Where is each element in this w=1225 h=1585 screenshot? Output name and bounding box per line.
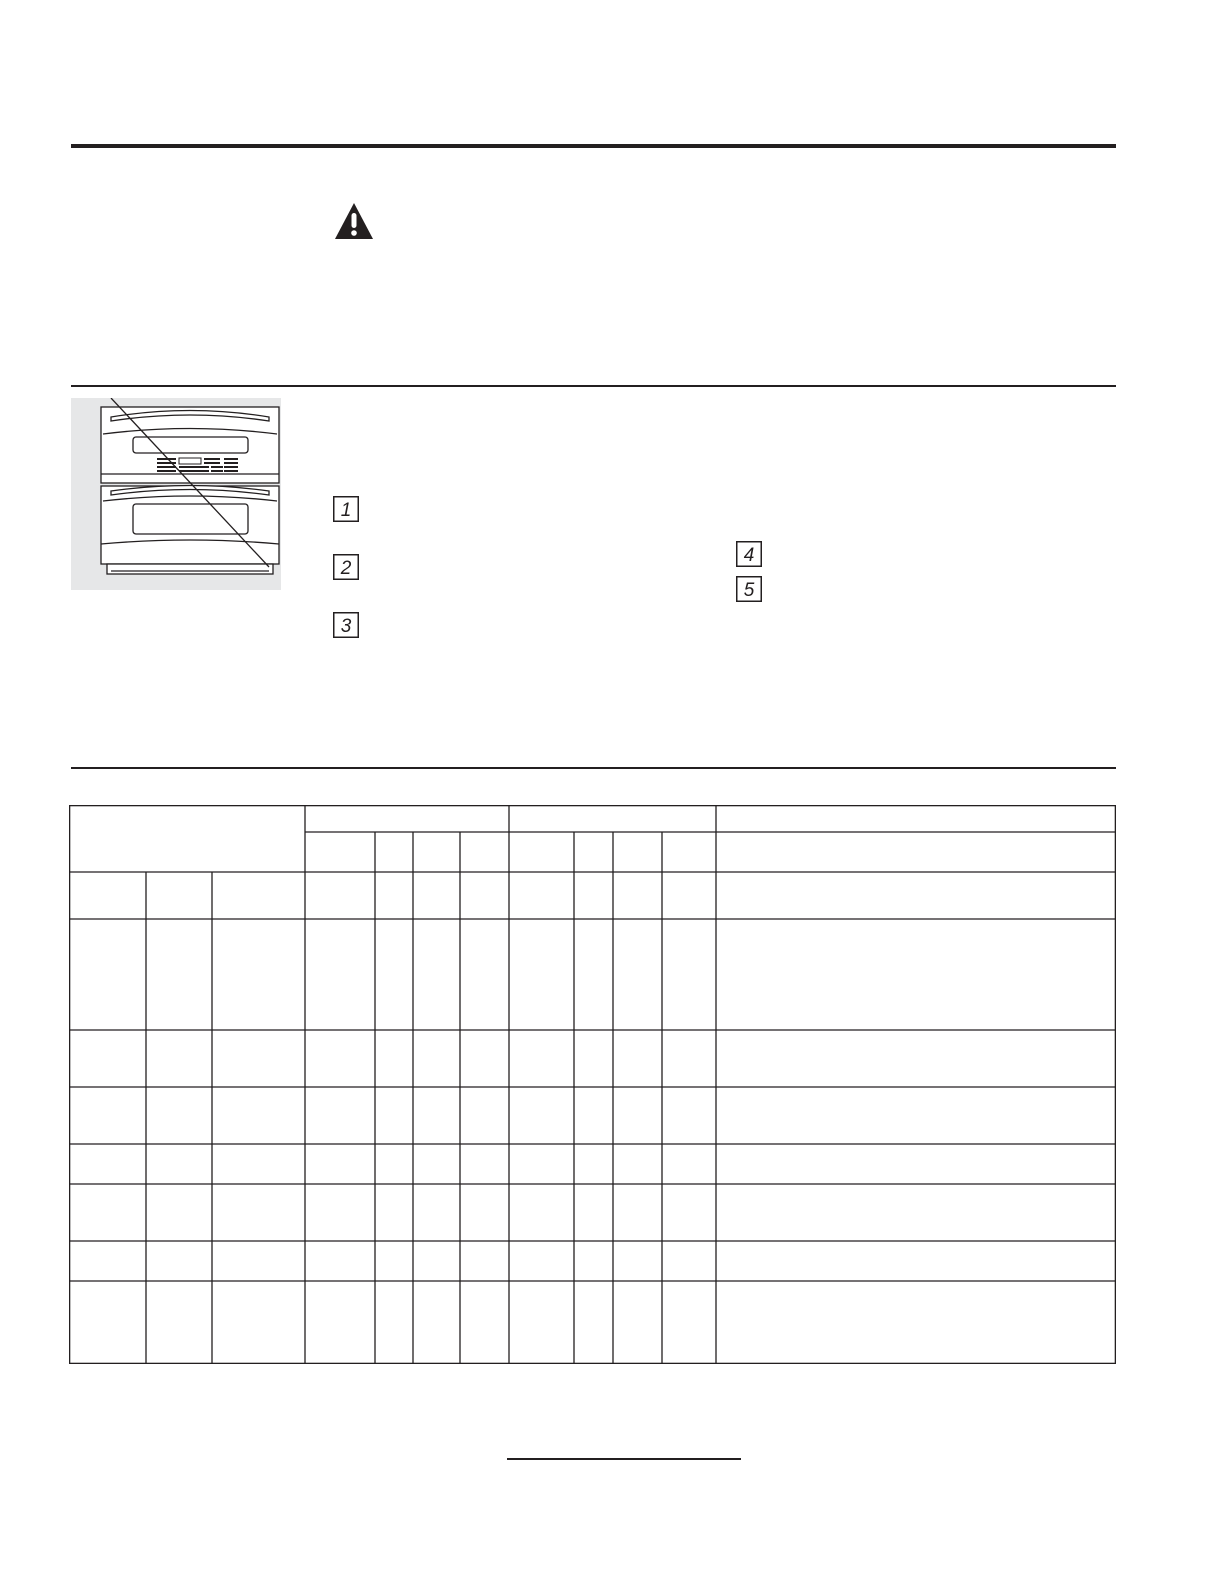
warning-triangle-icon <box>334 202 374 240</box>
step-number-5 <box>736 576 762 602</box>
cooking-guide-table <box>69 805 1116 1364</box>
svg-text:4: 4 <box>743 545 755 566</box>
section-rule-lower <box>71 767 1116 769</box>
double-wall-oven-illustration <box>71 398 281 590</box>
step-number-4 <box>736 541 762 567</box>
svg-text:3: 3 <box>340 616 352 637</box>
svg-text:1: 1 <box>340 500 352 521</box>
step-number-2 <box>333 554 359 580</box>
svg-text:2: 2 <box>340 558 352 579</box>
step-number-1 <box>333 496 359 522</box>
footer-rule <box>507 1458 741 1460</box>
step-number-3 <box>333 612 359 638</box>
svg-text:5: 5 <box>743 580 755 601</box>
section-rule-top <box>71 144 1116 148</box>
section-rule-middle <box>71 385 1116 387</box>
